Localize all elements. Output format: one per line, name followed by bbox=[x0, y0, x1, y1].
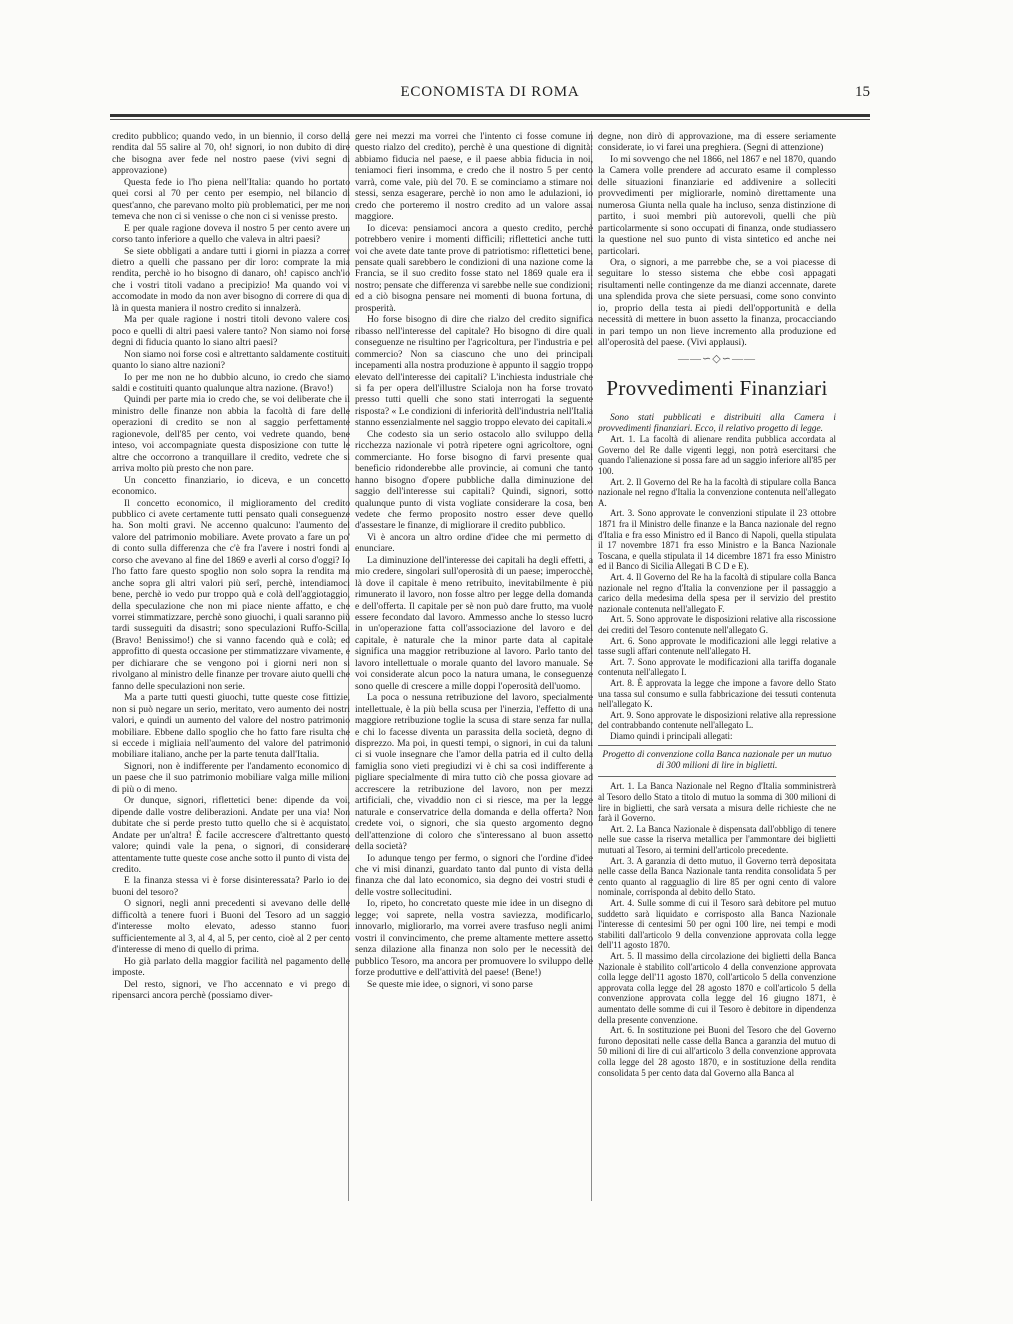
paragraph: Ho già parlato della maggior facilità nel pagamento delle imposte. bbox=[112, 955, 350, 979]
convention-article: Art. 6. In sostituzione pei Buoni del Tesoro che del Governo furono depositati nelle casse della Banca a garanzia del mutuo di 50 milioni di lire di cui all'articolo 3 della convenzione approvata colla legge del 28 agosto 1870, e in sostituzione della rendita consolidata 5 per cento data dal Governo alla Banca al bbox=[598, 1025, 836, 1078]
page-number: 15 bbox=[855, 84, 870, 100]
paragraph: E per quale ragione doveva il nostro 5 per cento avere un corso tanto inferiore a quello che valeva in altri paesi? bbox=[112, 222, 350, 246]
running-head: ECONOMISTA DI ROMA bbox=[400, 84, 580, 100]
text-column-left bbox=[112, 131, 350, 1211]
paragraph: Ho forse bisogno di dire che rialzo del credito significa ribasso nell'interesse del capitale? Ho bisogno di dire quali conseguenze ne risultino per l'agricoltura, per l'industria e pel commercio? Non sa ciascuno che uno dei principali incepamenti alla nostra produzione è appunto il saggio troppo elevato dell'interesse dei capitali? L'inchiesta industriale che si fa per opera dell'illustre Scialoja non ha forse trovato presso tutti quelli che sono stati interrogati la seguente risposta? « Le condizioni di inferiorità dell'industria nell'Italia stanno essenzialmente nel saggio troppo elevato dei capitali.» bbox=[355, 314, 593, 429]
text-column-middle bbox=[355, 131, 593, 1211]
paragraph: Io diceva: pensiamoci ancora a questo credito, perchè potrebbero venire i momenti difficili; riflettetici anche tutti voi che avete date tante prove di patriotismo: riflettetici bene, pensate quali sarebbero le condizioni di una nazione come la Francia, se il suo credito fosse stato nel 1869 quale era il nostro; pensate che differenza vi sarebbe nelle sue condizioni; ed a ciò bisogna pensare nei momenti di buona fortuna, di prosperità. bbox=[355, 222, 593, 314]
paragraph: Se siete obbligati a andare tutti i giorni in piazza a correr dietro a quelli che passano per dir loro: comprate la mia rendita, perchè io ho bisogno di danaro, oh! capisco anch'io che i vostri titoli vadano a precipizio! Ma quando voi vi accomodate in modo da non aver bisogno di correre di qua di là in questa maniera il nostro credito si innalzerà. bbox=[112, 245, 350, 314]
section-ornament: ——∽◇∽—— bbox=[678, 352, 756, 365]
article: Art. 8. È approvata la legge che impone a favore dello Stato una tassa sul consumo e sulla fabbricazione dei tessuti contenuta nell'allegato K. bbox=[598, 677, 836, 710]
convention-subtitle: Progetto di convenzione colla Banca nazionale per un mutuo di 300 milioni di lire in biglietti. bbox=[602, 750, 832, 772]
paragraph: Un concetto finanziario, io diceva, e un concetto economico. bbox=[112, 474, 350, 498]
convention-articles-block bbox=[598, 781, 836, 1078]
paragraph: Quindi per parte mia io credo che, se voi deliberate che il ministro delle finanze non abbia la facoltà di fare delle operazioni di credito se non al saggio perfettamente ragionevole, dell'85 per cento, voi vedrete quando, bene inteso, voi accompagniate questa disposizione con tutte le altre che occorrono a tranquillare il credito, vedrete che si arriva molto più presto che non pare. bbox=[112, 394, 350, 475]
article: Art. 5. Sono approvate le disposizioni relative alla riscossione dei crediti del Tesoro contenute nell'allegato G. bbox=[598, 614, 836, 635]
convention-article: Art. 3. A garanzia di detto mutuo, il Governo terrà depositata nelle casse della Banca Nazionale tanta rendita consolidata 5 per cento quanto al ragguaglio di lire 85 per ogni cento di valore nominale, corrisponda al debito dello Stato. bbox=[598, 855, 836, 898]
paragraph: Ma per quale ragione i nostri titoli devono valere così poco e quelli di altri paesi valere tanto? Non siamo noi forse degni di fiducia quanto lo siano altri paesi? bbox=[112, 314, 350, 349]
convention-article: Art. 2. La Banca Nazionale è dispensata dall'obbligo di tenere nelle sue casse la riserva metallica per l'ammontare dei biglietti mutuati al Tesoro, ai termini dell'articolo precedente. bbox=[598, 823, 836, 856]
paragraph: credito pubblico; quando vedo, in un biennio, il corso della rendita dal 55 salire al 70, oh! signori, io non dubito di dire che bisogna aver fede nel nostro paese (vivi segni di approvazione) bbox=[112, 131, 350, 177]
header-rule-thin bbox=[110, 119, 870, 120]
paragraph: E la finanza stessa vi è forse disinteressata? Parlo io dei buoni del tesoro? bbox=[112, 875, 350, 898]
section-rule bbox=[598, 745, 836, 746]
paragraph: Non siamo noi forse così e altrettanto saldamente costituiti quanto lo siano altre nazioni? bbox=[112, 348, 350, 372]
paragraph: Vi è ancora un altro ordine d'idee che mi permetto di enunciare. bbox=[355, 531, 593, 555]
paragraph: gere nei mezzi ma vorrei che l'intento ci fosse comune in questo rialzo del credito), perchè è una questione di dignità: abbiamo fiducia nel paese, e il paese abbia fiducia in noi, teniamoci fieri insomma, e credo che il nostro 5 per cento varrà, come vale, più del 70. E se cominciamo a stimare noi stessi, senza esagerare, perchè io non amo le adulazioni, io credo che porteremo il nostro credito ad un valore assai maggiore. bbox=[355, 131, 593, 223]
paragraph: Ma a parte tutti questi giuochi, tutte queste cose fittizie, non si può negare un serio, meritato, vero aumento dei nostri valori, e quindi un aumento del valore del nostro patrimonio mobiliare. Ebbene dallo spoglio che ho fatto fare risulta che si eccede i migliaia nell'aumento del valore del patrimonio mobiliare italiano, anche per la parte tenuta dall'Italia. bbox=[112, 692, 350, 761]
paragraph: Io per me non ne ho dubbio alcuno, io credo che siamo saldi e costituiti quanto qualunque altra nazione. (Bravo!) bbox=[112, 371, 350, 394]
article: Art. 2. Il Governo del Re ha la facoltà di stipulare colla Banca nazionale nel regno d'Italia la convenzione contenuta nell'allegato A. bbox=[598, 476, 836, 508]
article: Art. 3. Sono approvate le convenzioni stipulate il 23 ottobre 1871 fra il Ministro delle finanze e la Banca nazionale del regno d'Italia e fra esso Ministro ed il Banco di Napoli, quella stipulata il 17 novembre 1871 fra esso Ministro e la Banca Nazionale Toscana, e quella stipulata il 14 dicembre 1871 fra esso Ministro ed il Banco di Sicilia Allegati B C D e E). bbox=[598, 508, 836, 572]
convention-article: Art. 4. Sulle somme di cui il Tesoro sarà debitore pel mutuo suddetto sarà liquidato e corrisposto alla Banca Nazionale l'interesse di centesimi 50 per ogni 100 lire, nei tempi e modi stabiliti dall'articolo 9 della convenzione approvata colla legge dell'11 agosto 1870. bbox=[598, 898, 836, 951]
paragraph: Questa fede io l'ho piena nell'Italia: quando ho portato quei corsi al 70 per cento per esempio, nel bilancio di quest'anno, che parevano molto più problematici, per me non temeva che non ci si venisse o che non ci si venisse presto. bbox=[112, 176, 350, 223]
paragraph: Ora, o signori, a me parrebbe che, se a voi piacesse di seguitare lo stesso sistema che ebbe così appagati risultamenti nelle contingenze da me dianzi accennate, darete una splendida prova che siete persuasi, come sono convinto io, proprio della testa ai piedi dell'opportunità e della necessità di mettere in buon assetto la finanza, procacciando in pari tempo un non lieve incremento alla produzione ed all'operosità del paese. (Vivi applausi). bbox=[598, 256, 836, 349]
header-rule-thick bbox=[110, 114, 870, 117]
paragraph: La diminuzione dell'interesse dei capitali ha degli effetti, a mio credere, singolari sull'operosità di un paese; imperocchè, là dove il capitale è meno retribuito, inevitabilmente è più rimunerato il lavoro, non fosse altro per legge della domanda e dell'offerta. Il capitale per sè non può dare frutto, ma vuole essere fecondato dal lavoro. Ammesso anche lo stesso lucro in un'operazione fatta coll'associazione del lavoro e del capitale, è naturale che la minor parte data al capitale significa una maggior retribuzione al lavoro. Parlo tanto del lavoro intellettuale o morale quanto del lavoro manuale. Se voi considerate alcun poco la natura umana, le conseguenze sono quelle di crescere a mille doppi l'operosità dell'uomo. bbox=[355, 554, 593, 692]
text-column-right bbox=[598, 131, 836, 1211]
paragraph: Se queste mie idee, o signori, vi sono parse bbox=[367, 978, 533, 990]
article: Art. 1. La facoltà di alienare rendita pubblica accordata al Governo del Re dalle vigenti leggi, non potrà esercitarsi che quando l'alienazione si possa fare ad un saggio inferiore all'85 per 100. bbox=[598, 434, 836, 477]
convention-article: Art. 5. Il massimo della circolazione dei biglietti della Banca Nazionale è stabilito coll'articolo 4 della convenzione approvata colla legge dell'11 agosto 1870, coll'articolo 5 della convenzione approvata colla legge del 28 agosto 1870 e coll'articolo 5 della convenzione approvata colla legge del 16 giugno 1871, è aumentato delle somme di cui il Tesoro è debitore in dipendenza della presente convenzione. bbox=[598, 950, 836, 1025]
article: Diamo quindi i principali allegati: bbox=[610, 730, 733, 741]
paragraph: O signori, negli anni precedenti si avevano delle delle difficoltà a tenere fuori i Buoni del Tesoro ad un saggio d'interesse molto elevato, adesso stanno fuori sufficientemente al 3, al 4, al 5, per cento, cioè al 2 per cento d'interesse di meno di quello di prima. bbox=[112, 898, 350, 956]
page-header bbox=[110, 82, 870, 106]
article: Art. 9. Sono approvate le disposizioni relative alla repressione del contrabbando contenute nell'allegato L. bbox=[598, 709, 836, 731]
paragraph: Signori, non è indifferente per l'andamento economico di un paese che il suo patrimonio mobiliare valga mille milioni di più o di meno. bbox=[112, 760, 350, 795]
article: Art. 6. Sono approvate le modificazioni alle leggi relative a tasse sugli affari contenute nell'allegato H. bbox=[598, 635, 836, 657]
paragraph: Che codesto sia un serio ostacolo allo sviluppo della ricchezza nazionale vi potrà ripetere ogni agricoltore, ogni commerciante. Ho forse bisogno di farvi presente qual beneficio ridonderebbe alle provincie, ai comuni che tanto hanno bisogno d'opere pubbliche dalla diminuzione del saggio dell'interesse sui capitali? Quindi, signori, sotto qualunque punto di vista vogliate considerare la cosa, ben vedete che fermo proposito nostro esser deve quello d'assestare le finanze, di migliorare il credito pubblico. bbox=[355, 428, 593, 532]
section-rule bbox=[598, 776, 836, 777]
paragraph: Or dunque, signori, riflettetici bene: dipende da voi, dipende dalle vostre deliberazioni. Andate per una via! Non dubitate che si perde presto tutto quello che si è acquistato. Andate per un'altra! È facile accrescere d'altrettanto questo valore; quindi vale la pena, o signori, di considerare attentamente tutte queste cose anche sotto il punto di vista del credito. bbox=[112, 795, 350, 875]
paragraph: Io, ripeto, ho concretato queste mie idee in un disegno di legge; voi saprete, nella vostra saviezza, modificarlo, innovarlo, migliorarlo, ma vorrei avere trasfuso negli animi vostri il convincimento, che preme altamente mettere assetto senza dilazione alla finanza non solo per le necessità del pubblico Tesoro, ma ancora per promuovere lo sviluppo delle forze produttive e dell'attività del paese! (Bene!) bbox=[355, 898, 593, 979]
convention-article: Art. 1. La Banca Nazionale nel Regno d'Italia somministrerà al Tesoro dello Stato a titolo di mutuo la somma di 300 milioni di lire in biglietti, che sarà versata a misura delle richieste che ne farà il Governo. bbox=[598, 781, 836, 824]
articles-block bbox=[598, 434, 836, 741]
article: Art. 4. Il Governo del Re ha la facoltà di stipulare colla Banca nazionale nel regno d'Italia la convenzione per il passaggio a carico della medesima della spesa per il servizio del prestito nazionale contenuta nell'allegato F. bbox=[598, 571, 836, 614]
paragraph: Io adunque tengo per fermo, o signori che l'ordine d'idee che vi misi dinanzi, guardato tanto dal punto di vista della finanza che dal lato economico, sia degno dei vostri studi e delle vostre sollecitudini. bbox=[355, 852, 593, 898]
paragraph: Il concetto economico, il miglioramento del credito pubblico ci avete certamente tutti pensato quali conseguenze ha. Son molti gravi. Ne accenno qualcuno: l'aumento del valore del patrimonio mobiliare. Avete provato a fare un po' di conto sulla differenza che c'è fra l'avere i nostri fondi al corso che avevano al fine del 1869 e averli al corso d'oggi? Io l'ho fatto fare questo spoglio non solo sopra la rendita ma anche sopra gli altri valori più serî, perchè, intendiamoci bene, perchè io vedo pur troppo quà e colà dell'aggiotaggio, della speculazione che non mi piace niente affatto, e che vorrei stimmatizzare, perchè sono giuochi, i quali saranno più tardi susseguiti da disastri; sono speculazioni Ruffo-Scilla. (Bravo! Benissimo!) che si vanno facendo quà e colà; ed approfitto di questa occasione per stimmatizzare vivamente, e per dichiarare che se vengono poi i giorni neri non si rivolgano al ministro delle finanze per trovare aiuto quelli che fanno delle speculazioni non serie. bbox=[112, 497, 350, 692]
paragraph: La poca o nessuna retribuzione del lavoro, specialmente intellettuale, è la più bella scusa per l'inerzia, l'effetto di una maggiore retribuzione toglie la scusa di stare senza far nulla, e chi lo facesse diventa un parassita della società, degno di disprezzo. Ma poi, in questi tempi, o signori, in cui da taluni ci si vuole insegnare che l'amor della patria ed il culto della famiglia sono vieti pregiudizi vi è chi sa così indifferente a pigliare specialmente di mira tutto ciò che possa giovare ad accrescere la retribuzione del lavoro, non per mezzi artificiali, che, vivaddio non ci si riesce, ma per la legge naturale e conservatrice della domanda e della offerta? Non credete voi, o signori, che sia questo argomento degno dell'attenzione di coloro che s'interessano al buon assetto della società? bbox=[355, 692, 593, 853]
section-intro: Sono stati pubblicati e distribuiti alla Camera i provvedimenti finanziari. Ecco, il relativo progetto di legge. bbox=[598, 413, 836, 434]
section-title: Provvedimenti Finanziari bbox=[606, 376, 828, 401]
paragraph: degne, non dirò di approvazione, ma di essere seriamente considerate, io vi farei una preghiera. (Segni di attenzione) bbox=[598, 131, 836, 154]
paragraph: Del resto, signori, ve l'ho accennato e vi prego di ripensarci ancora perchè (possiamo diver- bbox=[112, 978, 350, 1001]
paragraph: Io mi sovvengo che nel 1866, nel 1867 e nel 1870, quando la Camera volle prendere ad accurato esame il complesso delle situazioni finanziarie ed addivenire a solleciti provvedimenti per migliorarle, nominò direttamente una numerosa Giunta nella quale ha incluso, senza distinzione di partito, i suoi membri più autorevoli, quelli che più particolarmente si sono occupati di finanza, onde studiassero la questione nel suo punto di vista sintetico ed anche nei particolari. bbox=[598, 153, 836, 257]
article: Art. 7. Sono approvate le modificazioni alla tariffa doganale contenuta nell'allegato I. bbox=[598, 656, 836, 678]
